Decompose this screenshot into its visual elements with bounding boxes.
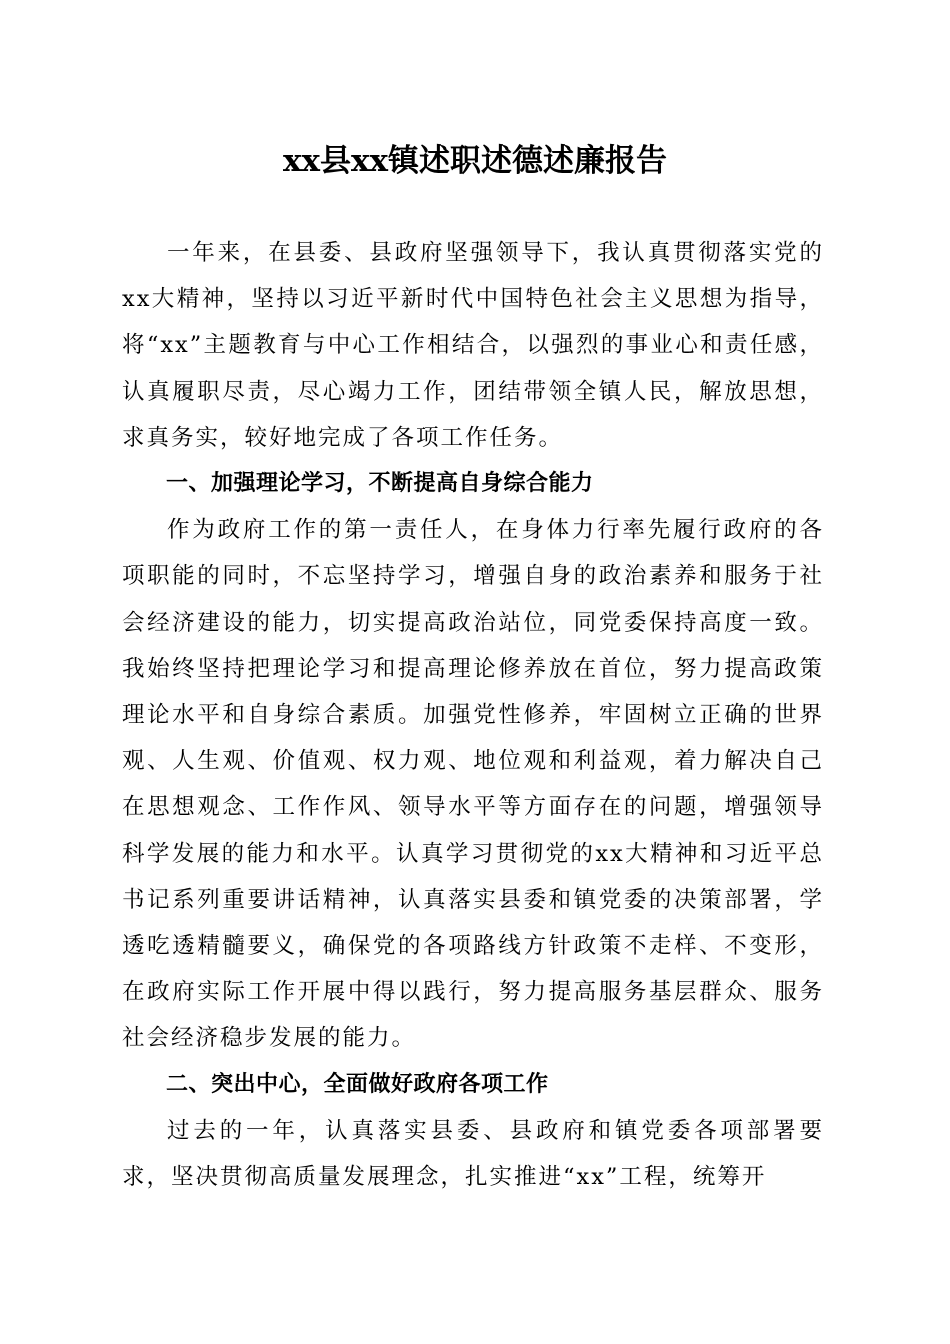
document-body <box>122 230 824 1200</box>
section-1-heading: 一、加强理论学习，不断提高自身综合能力 <box>166 471 594 497</box>
section-1-paragraph: 作为政府工作的第一责任人，在身体力行率先履行政府的各项职能的同时，不忘坚持学习，增强自身的政治素养和服务于社会经济建设的能力，切实提高政治站位，同党委保持高度一致。我始终坚持把理论学习和提高理论修养放在首位，努力提高政策理论水平和自身综合素质。加强党性修养，牢固树立正确的世界观、人生观、价值观、权力观、地位观和利益观，着力解决自己在思想观念、工作作风、领导水平等方面存在的问题，增强领导科学发展的能力和水平。认真学习贯彻党的xx大精神和习近平总书记系列重要讲话精神，认真落实县委和镇党委的决策部署，学透吃透精髓要义，确保党的各项路线方针政策不走样、不变形，在政府实际工作开展中得以践行，努力提高服务基层群众、服务社会经济稳步发展的能力。 <box>122 517 824 1052</box>
section-2-paragraph: 过去的一年，认真落实县委、县政府和镇党委各项部署要求，坚决贯彻高质量发展理念，扎实推进“xx”工程，统筹开 <box>122 1117 824 1191</box>
section-2-heading: 二、突出中心，全面做好政府各项工作 <box>166 1071 549 1097</box>
document-title: xx县xx镇述职述德述廉报告 <box>283 143 667 179</box>
intro-paragraph: 一年来，在县委、县政府坚强领导下，我认真贯彻落实党的xx大精神，坚持以习近平新时代中国特色社会主义思想为指导，将“xx”主题教育与中心工作相结合，以强烈的事业心和责任感，认真履职尽责，尽心竭力工作，团结带领全镇人民，解放思想，求真务实，较好地完成了各项工作任务。 <box>122 240 824 451</box>
